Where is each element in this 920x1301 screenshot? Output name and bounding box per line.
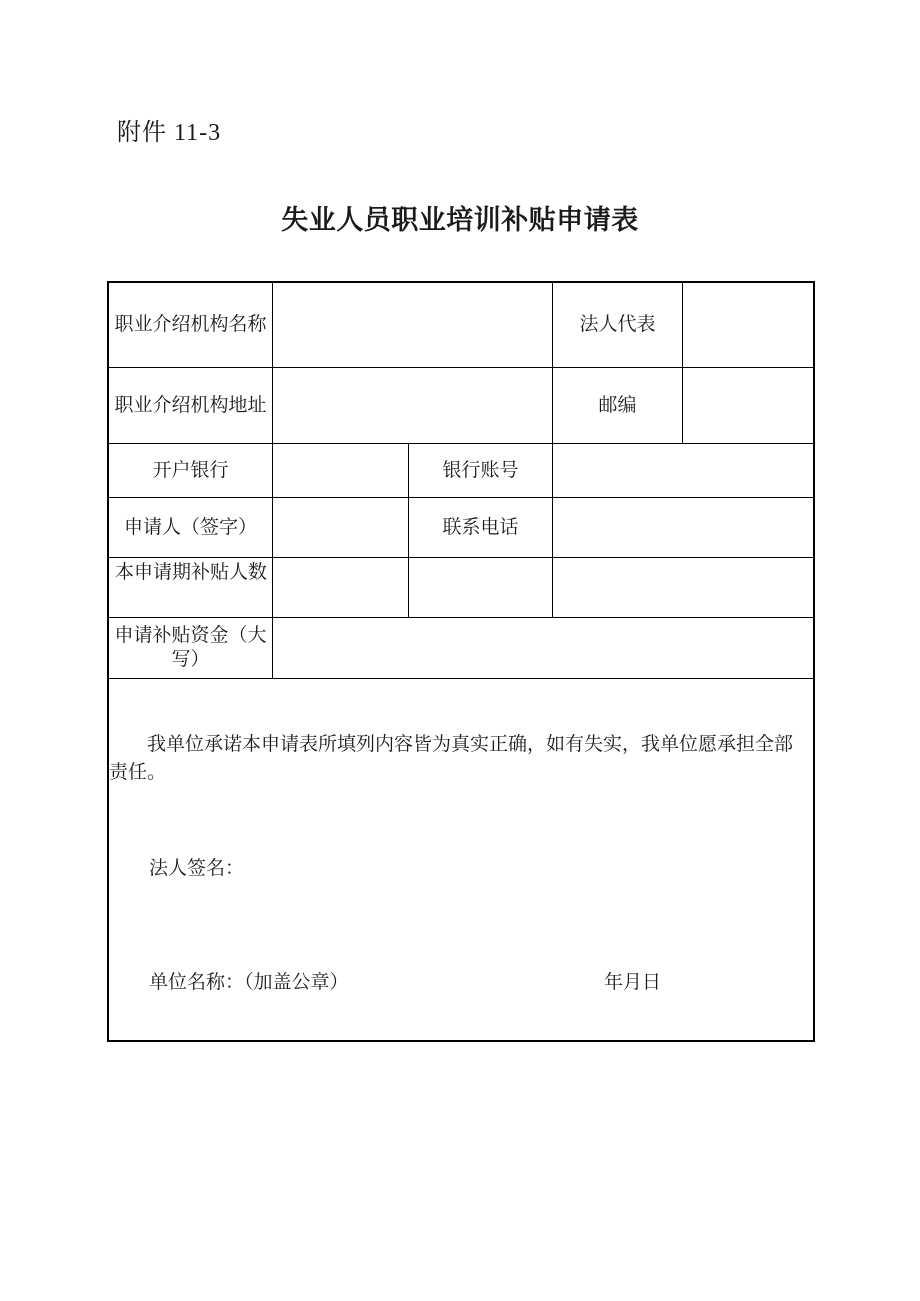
subsidy-count-input-cell[interactable]	[273, 558, 409, 618]
subsidy-count-extra-cell[interactable]	[409, 558, 553, 618]
phone-label: 联系电话	[409, 498, 553, 558]
legal-signature-label: 法人签名：	[149, 858, 245, 879]
unit-name-label: 单位名称：（加盖公章）	[149, 972, 349, 993]
table-row-subsidy-count	[109, 558, 813, 618]
applicant-label: 申请人（签字）	[109, 498, 273, 558]
applicant-input-cell[interactable]	[273, 498, 409, 558]
date-label: 年月日	[604, 972, 662, 993]
postcode-input-cell[interactable]	[683, 368, 813, 444]
org-address-label: 职业介绍机构地址	[109, 368, 273, 444]
page-title: 失业人员职业培训补贴申请表	[281, 205, 639, 235]
table-row-subsidy-amount	[109, 618, 813, 679]
table-row-org-address	[109, 368, 813, 444]
subsidy-count-label: 本申请期补贴人数	[109, 558, 273, 618]
declaration-cell	[109, 679, 813, 1040]
account-label: 银行账号	[409, 444, 553, 498]
legal-rep-input-cell[interactable]	[683, 283, 813, 368]
subsidy-amount-input-cell[interactable]	[273, 618, 813, 679]
table-row-applicant	[109, 498, 813, 558]
table-row-org-name	[109, 283, 813, 368]
bank-input-cell[interactable]	[273, 444, 409, 498]
table-row-bank	[109, 444, 813, 498]
commitment-text: 我单位承诺本申请表所填列内容皆为真实正确，如有失实，我单位愿承担全部责任。	[109, 734, 794, 783]
subsidy-count-value-cell[interactable]	[553, 558, 813, 618]
bank-label: 开户银行	[109, 444, 273, 498]
legal-rep-label: 法人代表	[553, 283, 683, 368]
application-table	[107, 281, 815, 1042]
table-row-declaration	[109, 679, 813, 1040]
postcode-label: 邮编	[553, 368, 683, 444]
org-name-input-cell[interactable]	[273, 283, 553, 368]
account-input-cell[interactable]	[553, 444, 813, 498]
phone-input-cell[interactable]	[553, 498, 813, 558]
org-name-label: 职业介绍机构名称	[109, 283, 273, 368]
org-address-input-cell[interactable]	[273, 368, 553, 444]
attachment-label: 附件 11-3	[117, 120, 222, 146]
subsidy-amount-label: 申请补贴资金（大写）	[109, 618, 273, 679]
